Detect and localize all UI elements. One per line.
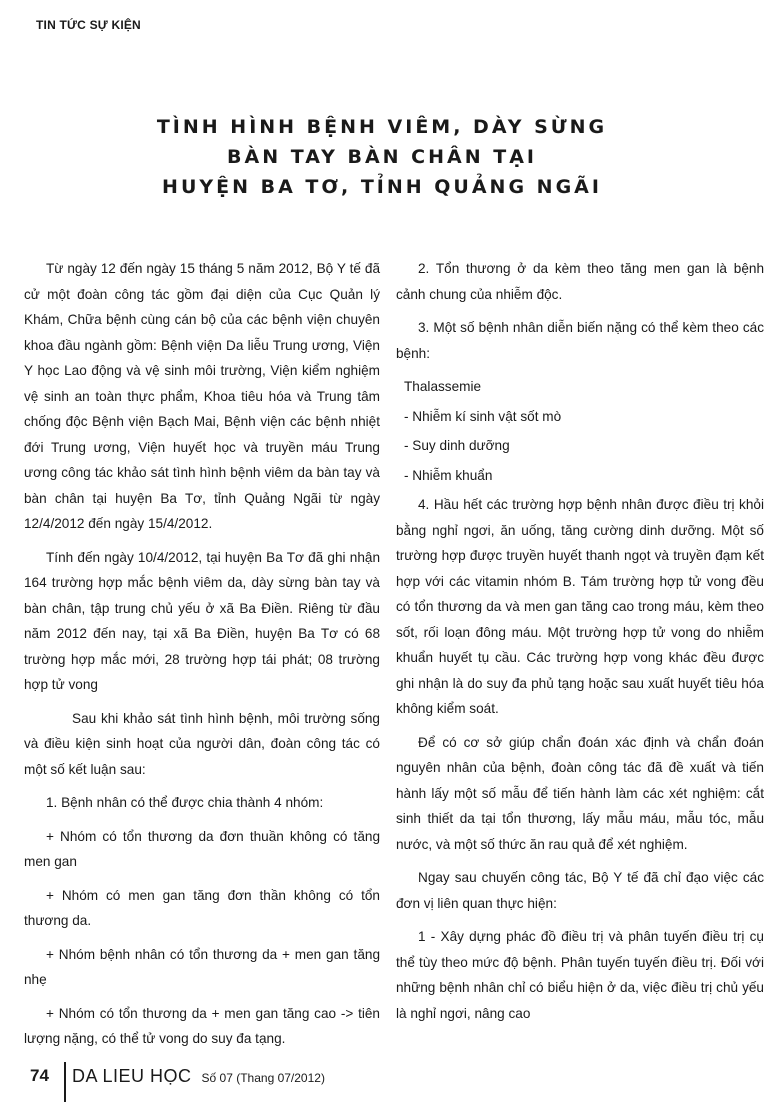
- list-item: Thalassemie: [404, 379, 482, 394]
- issue-info: Số 07 (Thang 07/2012): [201, 1071, 325, 1085]
- paragraph: Tính đến ngày 10/4/2012, tại huyện Ba Tơ đã ghi nhận 164 trường hợp mắc bệnh viêm da, dày sừng bàn tay và bàn chân, tập trung chủ yếu ở xã Ba Điền. Riêng từ đầu năm 2012 đến nay, tại xã Ba Điền, huyện Ba Tơ có 68 trường hợp mắc mới, 28 trường hợp tái phát; 08 trường hợp tử vong: [24, 549, 380, 692]
- paragraph: 1 - Xây dựng phác đồ điều trị và phân tuyến điều trị cụ thể tùy theo mức độ bệnh. Phân tuyến tuyến điều trị. Đối với những bệnh nhân chỉ có biểu hiện ở da, việc điều trị chủ yếu là nghỉ ngơi, nâng cao: [396, 929, 764, 1021]
- section-label-prefix: TIN TỨC: [36, 18, 90, 32]
- paragraph: + Nhóm bệnh nhân có tổn thương da + men gan tăng nhẹ: [24, 946, 380, 987]
- paragraph: Để có cơ sở giúp chẩn đoán xác định và chẩn đoán nguyên nhân của bệnh, đoàn công tác đã đề xuất và tiến hành lấy một số mẫu để tiến hành làm các xét nghiệm: cắt sinh thiết da tại tổn thương, lấy mẫu máu, mẫu tóc, mẫu nước, và một số thức ăn rau quả để xét nghiệm.: [396, 734, 764, 852]
- title-line-3: HUYỆN BA TƠ, TỈNH QUẢNG NGÃI: [162, 176, 602, 198]
- paragraph: + Nhóm có tổn thương da + men gan tăng cao -> tiên lượng nặng, có thể tử vong do suy đa tạng.: [24, 1005, 380, 1046]
- section-label: [36, 18, 141, 32]
- paragraph: + Nhóm có men gan tăng đơn thần không có tổn thương da.: [24, 887, 380, 928]
- left-column: [24, 256, 380, 1060]
- list-item: - Nhiễm kí sinh vật sốt mò: [404, 408, 562, 424]
- title-line-2: BÀN TAY BÀN CHÂN TẠI: [227, 146, 537, 168]
- paragraph: 1. Bệnh nhân có thể được chia thành 4 nhóm:: [46, 795, 324, 810]
- paragraph: 2. Tổn thương ở da kèm theo tăng men gan là bệnh cảnh chung của nhiễm độc.: [396, 261, 764, 302]
- page-footer: [30, 1062, 325, 1106]
- paragraph: 3. Một số bệnh nhân diễn biến nặng có thể kèm theo các bệnh:: [396, 320, 764, 361]
- article-title: [0, 112, 764, 202]
- footer-divider: [64, 1062, 66, 1102]
- list-item: - Suy dinh dưỡng: [404, 438, 510, 453]
- list-item: - Nhiễm khuẩn: [404, 467, 493, 483]
- paragraph: Sau khi khảo sát tình hình bệnh, môi trường sống và điều kiện sinh hoạt của người dân, đoàn công tác có một số kết luận sau:: [24, 710, 380, 777]
- right-column: [396, 256, 764, 1034]
- page-number: 74: [30, 1066, 49, 1085]
- section-label-emph: SỰ KIỆN: [89, 18, 141, 32]
- journal-name: DA LIEU HỌC: [72, 1066, 192, 1086]
- paragraph: 4. Hầu hết các trường hợp bệnh nhân được điều trị khỏi bằng nghỉ ngơi, ăn uống, tăng cường dinh dưỡng. Một số trường hợp được truyền huyết thanh ngọt và truyền đạm kết hợp với các vitamin nhóm B. Tám trường hợp tử vong đều có tổn thương da và men gan tăng cao trong máu, kèm theo sốt, rối loạn đông máu. Một trường hợp tử vong do nhiễm khuẩn huyết tụ cầu. Các trường hợp vong khác đều được ghi nhận là do suy đa phủ tạng hoặc sau xuất huyết tiêu hóa không kiểm soát.: [396, 497, 764, 716]
- title-line-1: TÌNH HÌNH BỆNH VIÊM, DÀY SỪNG: [156, 116, 608, 138]
- paragraph: Ngay sau chuyến công tác, Bộ Y tế đã chỉ đạo việc các đơn vị liên quan thực hiện:: [396, 870, 764, 911]
- paragraph: + Nhóm có tổn thương da đơn thuần không có tăng men gan: [24, 828, 380, 869]
- paragraph: Từ ngày 12 đến ngày 15 tháng 5 năm 2012, Bộ Y tế đã cử một đoàn công tác gồm đại diện của Cục Quản lý Khám, Chữa bệnh cùng cán bộ của các bệnh viện chuyên khoa đầu ngành gồm: Bệnh viện Da liễu Trung ương, Viện Y học Lao động và vệ sinh môi trường, Viện kiểm nghiệm vệ sinh an toàn thực phẩm, Khoa tiêu hóa và Trung tâm chống độc Bệnh viện Bạch Mai, Bệnh viện các bệnh nhiệt đới Trung ương, Viện huyết học và truyền máu Trung ương công tác khảo sát tình hình bệnh viêm da bàn tay và bàn chân tại huyện Ba Tơ, tỉnh Quảng Ngãi từ ngày 12/4/2012 đến ngày 15/4/2012.: [24, 261, 380, 531]
